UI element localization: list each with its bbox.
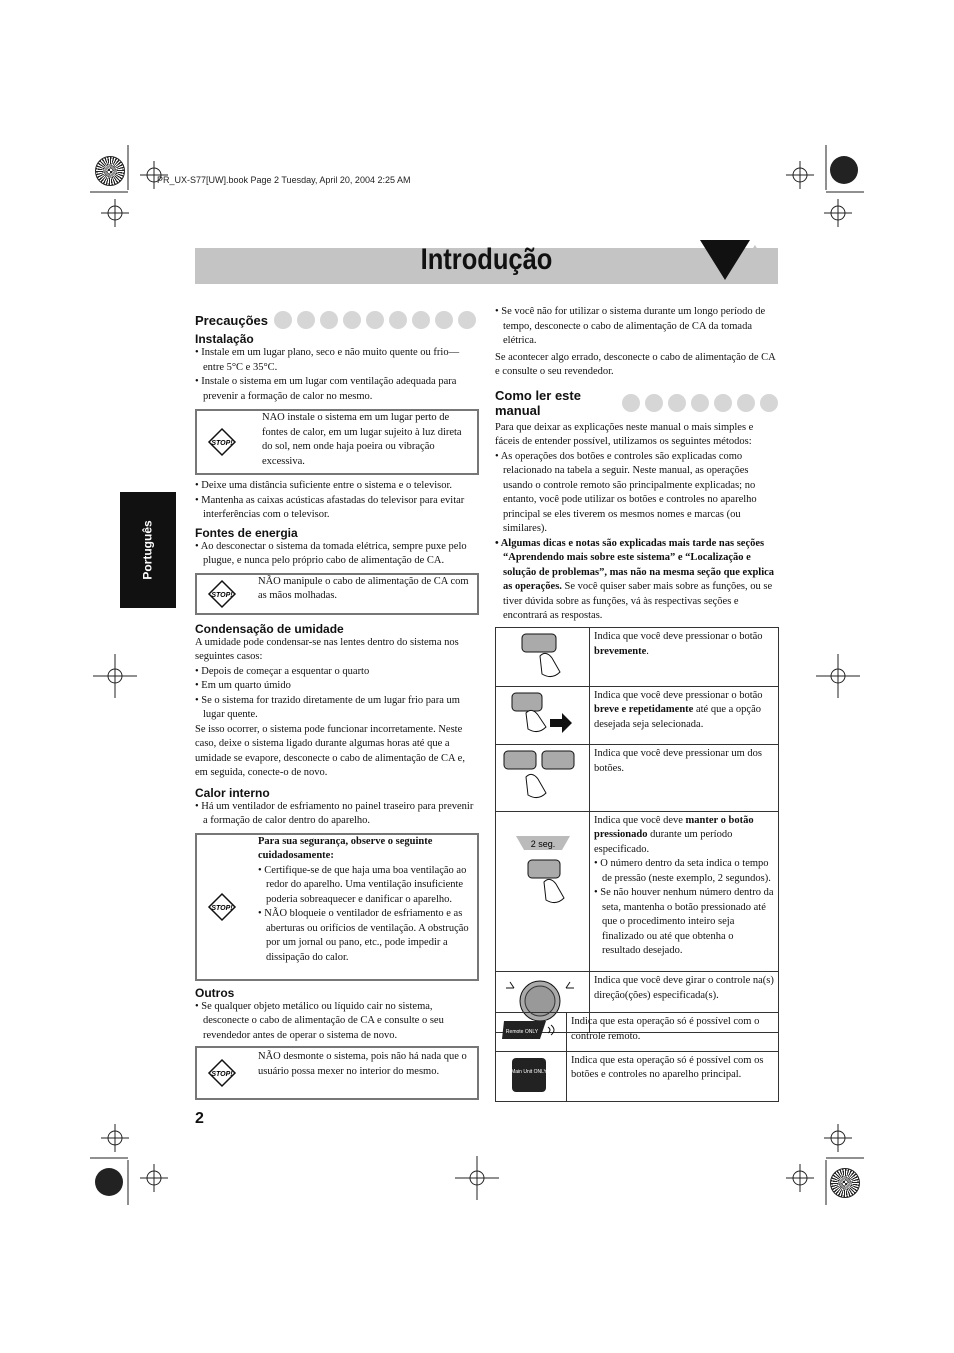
table-cell: Indica que você deve pressionar um dos botões.	[590, 745, 779, 812]
precaucoes-heading: Precauções	[195, 312, 268, 328]
outros-heading: Outros	[195, 985, 235, 1000]
paragraph: • Se qualquer objeto metálico ou líquido cair no sistema, desconecte o cabo de alimentação de CA e consulte o seu revendedor antes de operar o sistema de novo.	[195, 1000, 444, 1041]
stop-warning-icon	[207, 1058, 237, 1088]
warning-box	[195, 833, 479, 981]
table-row	[496, 686, 779, 745]
table-cell: Indica que esta operação só é possível com o controle remoto.	[567, 1013, 779, 1052]
scope-legend-table	[495, 1012, 779, 1102]
warning-box	[195, 1046, 479, 1100]
hold-seconds-label: 2 seg.	[530, 838, 556, 849]
table-cell: Indica que você deve girar o controle na(s) direção(ções) especificada(s).	[590, 972, 779, 1033]
table-row	[496, 745, 779, 812]
table-cell	[496, 1051, 567, 1102]
paragraph	[495, 537, 778, 624]
warning-text: NÃO desmonte o sistema, pois não há nada que o usuário possa mexer no interior do mesmo.	[258, 1051, 467, 1077]
paragraph: • Mantenha as caixas acústicas afastadas do televisor para evitar interferências com o televisor.	[195, 494, 465, 520]
paragraph: • Deixe uma distância suficiente entre o sistema e o televisor.	[195, 480, 453, 491]
crop-mark-text: PR_UX-S77[UW].book Page 2 Tuesday, April 20, 2004 2:25 AM	[157, 175, 411, 185]
section-header	[495, 388, 778, 418]
calor-heading: Calor interno	[195, 785, 270, 800]
paragraph: • Instale o sistema em um lugar com ventilação adequada para prevenir a formação de calor no mesmo.	[195, 376, 457, 402]
paragraph-text: Se você quiser saber mais sobre as funções, ou se tiver dúvida sobre as funções, vá às respectivas seções e encontrará as respostas.	[503, 581, 773, 621]
paragraph: • Depois de começar a esquentar o quarto	[195, 665, 370, 677]
paragraph: Para que deixar as explicações neste manual o mais simples e fáceis de entender possível, utilizamos os seguintes métodos:	[495, 421, 754, 447]
como-heading: Como ler este manual	[495, 387, 581, 418]
paragraph: • Há um ventilador de esfriamento no painel traseiro para prevenir a formação de calor dentro do aparelho.	[195, 800, 474, 826]
main-unit-only-icon	[500, 1054, 560, 1094]
warning-box	[195, 573, 479, 615]
warning-heading: Para sua segurança, observe o seguinte cuidadosamente:	[258, 835, 433, 861]
table-cell	[496, 1013, 567, 1052]
main-unit-only-label: Main Unit ONLY	[511, 1068, 547, 1075]
paragraph: Se acontecer algo errado, desconecte o cabo de alimentação de CA e consulte o seu revendedor.	[495, 351, 776, 377]
stop-warning-icon	[207, 579, 237, 609]
press-repeatedly-icon	[500, 689, 580, 737]
instalacao-heading: Instalação	[195, 332, 254, 346]
paragraph: • Se o sistema for trazido diretamente de um lugar frio para um lugar quente.	[195, 694, 460, 720]
remote-only-icon	[500, 1015, 560, 1043]
paragraph: • Se você não for utilizar o sistema durante um longo período de tempo, desconecte o cabo de alimentação de CA da tomada elétrica.	[495, 306, 766, 346]
table-row	[496, 1051, 779, 1102]
section-header	[195, 311, 479, 329]
table-cell: Indica que você deve manter o botão pressionado durante um período especificado. • O número dentro da seta indica o tempo de pressão (neste exemplo, 2 segundos). • Se não houver nenhum número dentro da seta, mantenha o botão pressionado até que o procedimento inteiro seja finalizado ou até que obtenha o resultado desejado.	[590, 811, 779, 972]
paragraph: Se isso ocorrer, o sistema pode funcionar incorretamente. Neste caso, deixe o sistema ligado durante algumas horas até que a umidade se evapore, desconecte o cabo de alimentação de CA e, em seguida, conecte-o de novo.	[195, 723, 465, 778]
svg-text:STOP!: STOP!	[211, 440, 233, 447]
table-row	[496, 1013, 779, 1052]
warning-box	[195, 409, 479, 475]
warning-text: • NÃO bloqueie o ventilador de esfriamento e as aberturas ou orifícios de ventilação. A obstrução por um jornal ou pano, etc., pode impedir a dissipação do calor.	[258, 908, 469, 963]
stop-warning-icon	[207, 892, 237, 922]
warning-text: NAO instale o sistema em um lugar perto de fontes de calor, em um lugar sujeito à luz direta do sol, nem onde haja poeira ou vibração excessiva.	[262, 412, 462, 467]
remote-only-label: Remote ONLY	[505, 1029, 539, 1035]
warning-text: • Certifique-se de que haja uma boa ventilação ao redor do aparelho. Uma ventilação insuficiente poderia sobreaquecer e danificar o aparelho.	[258, 864, 467, 905]
table-row	[496, 811, 779, 972]
table-cell: Indica que você deve pressionar o botão brevemente.	[590, 628, 779, 687]
press-one-of-buttons-icon	[500, 747, 580, 803]
heading-dots	[622, 394, 778, 412]
svg-text:STOP!: STOP!	[211, 591, 233, 599]
table-cell: Indica que esta operação só é possível com os botões e controles no aparelho principal.	[567, 1051, 779, 1102]
paragraph: • As operações dos botões e controles são explicadas como relacionado na tabela a seguir. Neste manual, as operações usando o controle remoto são principalmente explicadas; no entanto, você pode utilizar os botões e controles no aparelho principal se eles tiverem os mesmos nomes e marcas (ou similares).	[495, 450, 757, 534]
page-number: 2	[195, 1110, 204, 1127]
paragraph: A umidade pode condensar-se nas lentes dentro do sistema nos seguintes casos:	[195, 636, 459, 662]
paragraph: • Em um quarto úmido	[195, 680, 291, 691]
table-cell: Indica que você deve pressionar o botão breve e repetidamente até que a opção desejada seja selecionada.	[590, 686, 779, 745]
stop-warning-icon	[207, 427, 237, 457]
fontes-heading: Fontes de energia	[195, 525, 298, 540]
right-column	[495, 305, 778, 624]
table-row	[496, 628, 779, 687]
paragraph: • Instale em um lugar plano, seco e não muito quente ou frio—entre 5°C e 35°C.	[195, 347, 460, 373]
condensacao-heading: Condensação de umidade	[195, 621, 344, 636]
bold-text: • Algumas dicas e notas são explicadas mais tarde nas seções “Aprendendo mais sobre este sistema” e “Localização e solução de problemas”, mas não na mesma seção que explica as operações.	[495, 537, 775, 592]
table-cell	[496, 745, 590, 812]
svg-text:STOP!: STOP!	[211, 904, 233, 912]
table-cell	[496, 811, 590, 972]
warning-text: NÃO manipule o cabo de alimentação de CA com as mãos molhadas.	[258, 575, 469, 601]
left-column	[195, 311, 479, 1100]
svg-text:STOP!: STOP!	[211, 1071, 233, 1078]
press-button-icon	[500, 630, 580, 678]
table-cell	[496, 686, 590, 745]
button-legend-table	[495, 627, 779, 1033]
page-title: Introdução	[420, 243, 553, 276]
paragraph: • Ao desconectar o sistema da tomada elétrica, sempre puxe pelo plugue, e nunca pelo próprio cabo de alimentação de CA.	[195, 540, 467, 566]
table-cell	[496, 628, 590, 687]
language-tab-label: Português	[141, 520, 155, 580]
hold-button-icon	[500, 814, 580, 964]
heading-dots	[274, 311, 476, 329]
